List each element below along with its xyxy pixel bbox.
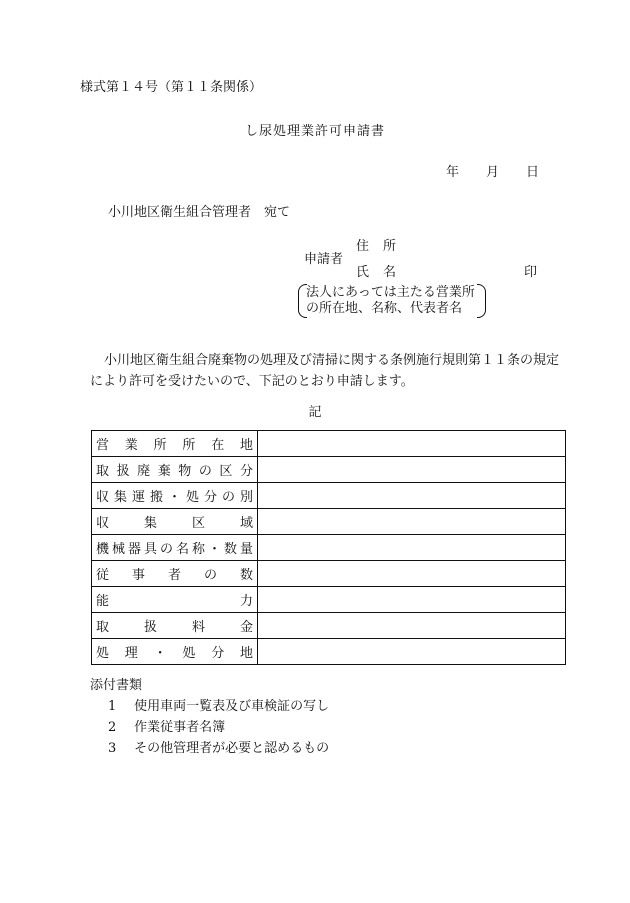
table-row [92,457,566,483]
row-value-field[interactable] [258,535,566,561]
attachment-number: 3 [108,741,117,756]
row-value-field[interactable] [258,587,566,613]
ki-heading: 記 [308,405,322,420]
name-label-char-2: 名 [382,265,396,280]
attachment-number: 1 [108,699,117,714]
row-label: 機械器具の名称・数量 [92,535,258,561]
row-value-field[interactable] [258,431,566,457]
corporation-note-line-2: の所在地、名称、代表者名 [306,301,463,316]
row-label: 取扱料金 [92,613,258,639]
table-row [92,613,566,639]
form-number: 様式第１４号（第１１条関係） [80,80,263,95]
table-row [92,587,566,613]
seal-mark: 印 [524,265,538,280]
name-label-char-1: 氏 [356,265,370,280]
attachment-item [108,695,329,714]
attachment-text: 作業従事者名簿 [134,720,226,735]
table-row [92,431,566,457]
row-label: 収集運搬・処分の別 [92,483,258,509]
row-label: 処理・処分地 [92,639,258,665]
table-row [92,483,566,509]
corporation-note [298,284,486,318]
row-value-field[interactable] [258,613,566,639]
attachments-title: 添付書類 [90,678,143,693]
row-label: 能力 [92,587,258,613]
body-text-line-2: により許可を受けたいので、下記のとおり申請します。 [90,374,414,389]
date-month: 月 [486,165,500,180]
applicant-label: 申請者 [304,252,344,267]
address-label-char-2: 所 [382,239,396,254]
row-value-field[interactable] [258,509,566,535]
table-row [92,561,566,587]
attachment-text: その他管理者が必要と認めるもの [134,741,330,756]
row-label: 営業所所在地 [92,431,258,457]
body-text-line-1: 小川地区衛生組合廃棄物の処理及び清掃に関する条例施行規則第１１条の規定 [104,353,560,368]
address-label [356,235,396,254]
document-title: し尿処理業許可申請書 [244,124,385,139]
row-value-field[interactable] [258,483,566,509]
application-items-table [91,430,566,665]
attachment-text: 使用車両一覧表及び車検証の写し [134,699,330,714]
row-value-field[interactable] [258,457,566,483]
row-value-field[interactable] [258,639,566,665]
date-day: 日 [526,165,540,180]
row-label: 収集区域 [92,509,258,535]
date-year: 年 [446,165,460,180]
name-label [356,261,396,280]
row-value-field[interactable] [258,561,566,587]
corporation-note-line-1: 法人にあっては主たる営業所 [306,285,475,300]
row-label: 取扱廃棄物の区分 [92,457,258,483]
attachment-number: 2 [108,720,117,735]
attachment-item [108,737,329,756]
address-label-char-1: 住 [356,239,370,254]
addressee: 小川地区衛生組合管理者 宛て [108,205,291,220]
table-row [92,639,566,665]
row-label: 従事者の数 [92,561,258,587]
table-row [92,509,566,535]
table-row [92,535,566,561]
attachment-item [108,716,225,735]
right-bracket [477,284,486,318]
